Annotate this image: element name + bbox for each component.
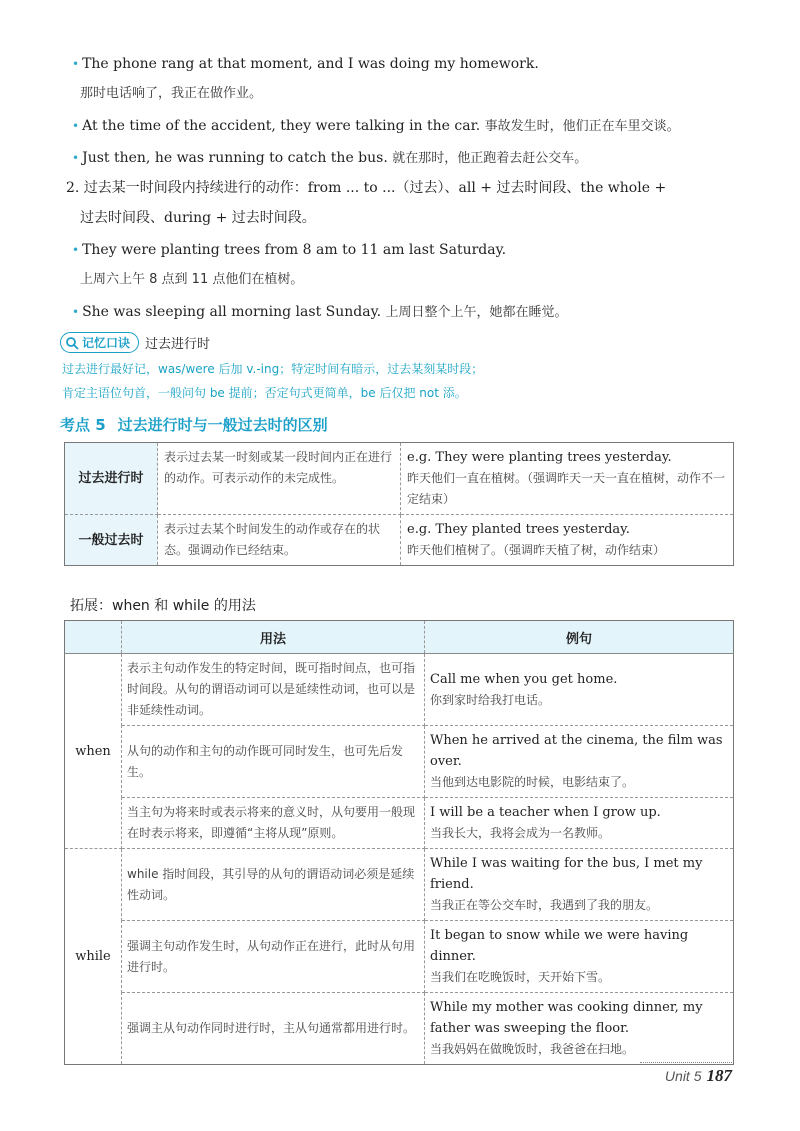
table-row [65, 921, 734, 993]
table-row [65, 993, 734, 1065]
example-cn: 当我们在吃晚饭时，天开始下雪。 [430, 970, 611, 984]
header-usage: 用法 [122, 621, 425, 654]
example-en: Call me when you get home. [430, 671, 618, 687]
example-cn: 昨天他们植树了。（强调昨天植了树，动作结束） [407, 543, 666, 557]
example-cell [425, 798, 734, 849]
example-sentence [72, 54, 539, 74]
usage-cell: 当主句为将来时或表示将来的意义时，从句要用一般现在时表示将来，即遵循“主将从现”原则。 [122, 798, 425, 849]
example-sentence [72, 240, 506, 260]
mnemonic-badge [60, 332, 139, 353]
example-cell [425, 726, 734, 798]
row-label: 一般过去时 [65, 515, 158, 566]
example-en: They were planting trees from 8 am to 11 am last Saturday. [82, 242, 507, 258]
example-sentence [72, 116, 680, 137]
example-cn: 上周日整个上午，她都在睡觉。 [385, 305, 568, 320]
example-en: At the time of the accident, they were talking in the car. [82, 118, 481, 134]
mnemonic-line: 肯定主语位句首，一般问句 be 提前；否定句式更简单，be 后仅把 not 添。 [62, 386, 467, 400]
example-en: e.g. They planted trees yesterday. [407, 522, 630, 537]
example-sentence [72, 148, 587, 169]
example-cn: 昨天他们一直在植树。（强调昨天一天一直在植树，动作不一定结束） [407, 471, 726, 506]
when-while-table [64, 620, 734, 1065]
keypoint-heading [60, 414, 328, 435]
example-cell [401, 515, 734, 566]
example-cell [425, 993, 734, 1065]
table-header-row [65, 621, 734, 654]
example-translation: 上周六上午 8 点到 11 点他们在植树。 [80, 272, 304, 287]
example-cn: 当我长大，我将会成为一名教师。 [430, 826, 611, 840]
usage-cell: 强调主从句动作同时进行时，主从句通常都用进行时。 [122, 993, 425, 1065]
example-cn: 当我正在等公交车时，我遇到了我的朋友。 [430, 898, 659, 912]
example-en: While I was waiting for the bus, I met my friend. [430, 856, 703, 892]
table-row [65, 515, 734, 566]
example-en: e.g. They were planting trees yesterday. [407, 450, 672, 465]
header-example: 例句 [425, 621, 734, 654]
example-sentence [72, 302, 568, 323]
mnemonic-line: 过去进行最好记，was/were 后加 v.-ing；特定时间有暗示，过去某刻某时段； [62, 362, 484, 376]
comparison-table [64, 442, 734, 566]
table-row [65, 849, 734, 921]
extension-title: 拓展：when 和 while 的用法 [70, 598, 256, 614]
example-cell [425, 849, 734, 921]
usage-cell: 表示过去某个时间发生的动作或存在的状态。强调动作已经结束。 [158, 515, 401, 566]
example-en: While my mother was cooking dinner, my father was sweeping the floor. [430, 1000, 703, 1036]
example-en: When he arrived at the cinema, the film was over. [430, 733, 723, 769]
example-translation: 那时电话响了，我正在做作业。 [80, 86, 263, 101]
example-cn: 就在那时，他正跑着去赶公交车。 [392, 151, 588, 166]
example-en: I will be a teacher when I grow up. [430, 805, 661, 820]
example-cn: 当他到达电影院的时候，电影结束了。 [430, 775, 635, 789]
table-row [65, 654, 734, 726]
example-en: The phone rang at that moment, and I was doing my homework. [82, 56, 539, 72]
usage-cell: 表示主句动作发生的特定时间，既可指时间点，也可指时间段。从句的谓语动词可以是延续性动词，也可以是非延续性动词。 [122, 654, 425, 726]
keyword-when: when [65, 654, 122, 849]
example-cn: 当我妈妈在做晚饭时，我爸爸在扫地。 [430, 1042, 635, 1056]
table-row [65, 798, 734, 849]
table-row [65, 726, 734, 798]
rule-2: 2. 过去某一时间段内持续进行的动作：from ... to ...（过去）、all + 过去时间段、the whole + [66, 180, 667, 196]
usage-cell: 从句的动作和主句的动作既可同时发生，也可先后发生。 [122, 726, 425, 798]
magnifier-icon [65, 336, 79, 350]
row-label: 过去进行时 [65, 443, 158, 515]
mnemonic-badge-label: 记忆口诀 [82, 336, 131, 350]
page-number: 187 [706, 1066, 732, 1085]
example-cn: 你到家时给我打电话。 [430, 692, 551, 707]
rule-2-continued: 过去时间段、during + 过去时间段。 [80, 210, 316, 226]
keyword-while: while [65, 849, 122, 1065]
usage-cell: 强调主句动作发生时，从句动作正在进行，此时从句用进行时。 [122, 921, 425, 993]
usage-cell: while 指时间段，其引导的从句的谓语动词必须是延续性动词。 [122, 849, 425, 921]
example-en: She was sleeping all morning last Sunday. [82, 304, 382, 320]
example-cell [401, 443, 734, 515]
usage-cell: 表示过去某一时刻或某一段时间内正在进行的动作。可表示动作的未完成性。 [158, 443, 401, 515]
table-row [65, 443, 734, 515]
page-footer [640, 1062, 732, 1086]
mnemonic-title: 过去进行时 [145, 337, 211, 352]
example-cell [425, 921, 734, 993]
example-en: Just then, he was running to catch the bus. [82, 150, 388, 166]
example-cell [425, 654, 734, 726]
keypoint-title: 过去进行时与一般过去时的区别 [117, 416, 328, 434]
mnemonic-header [60, 332, 210, 353]
header-empty [65, 621, 122, 654]
keypoint-label: 考点 5 [60, 416, 106, 434]
example-cn: 事故发生时，他们正在车里交谈。 [484, 119, 680, 134]
example-en: It began to snow while we were having dinner. [430, 928, 689, 964]
unit-label: Unit 5 [664, 1068, 702, 1084]
